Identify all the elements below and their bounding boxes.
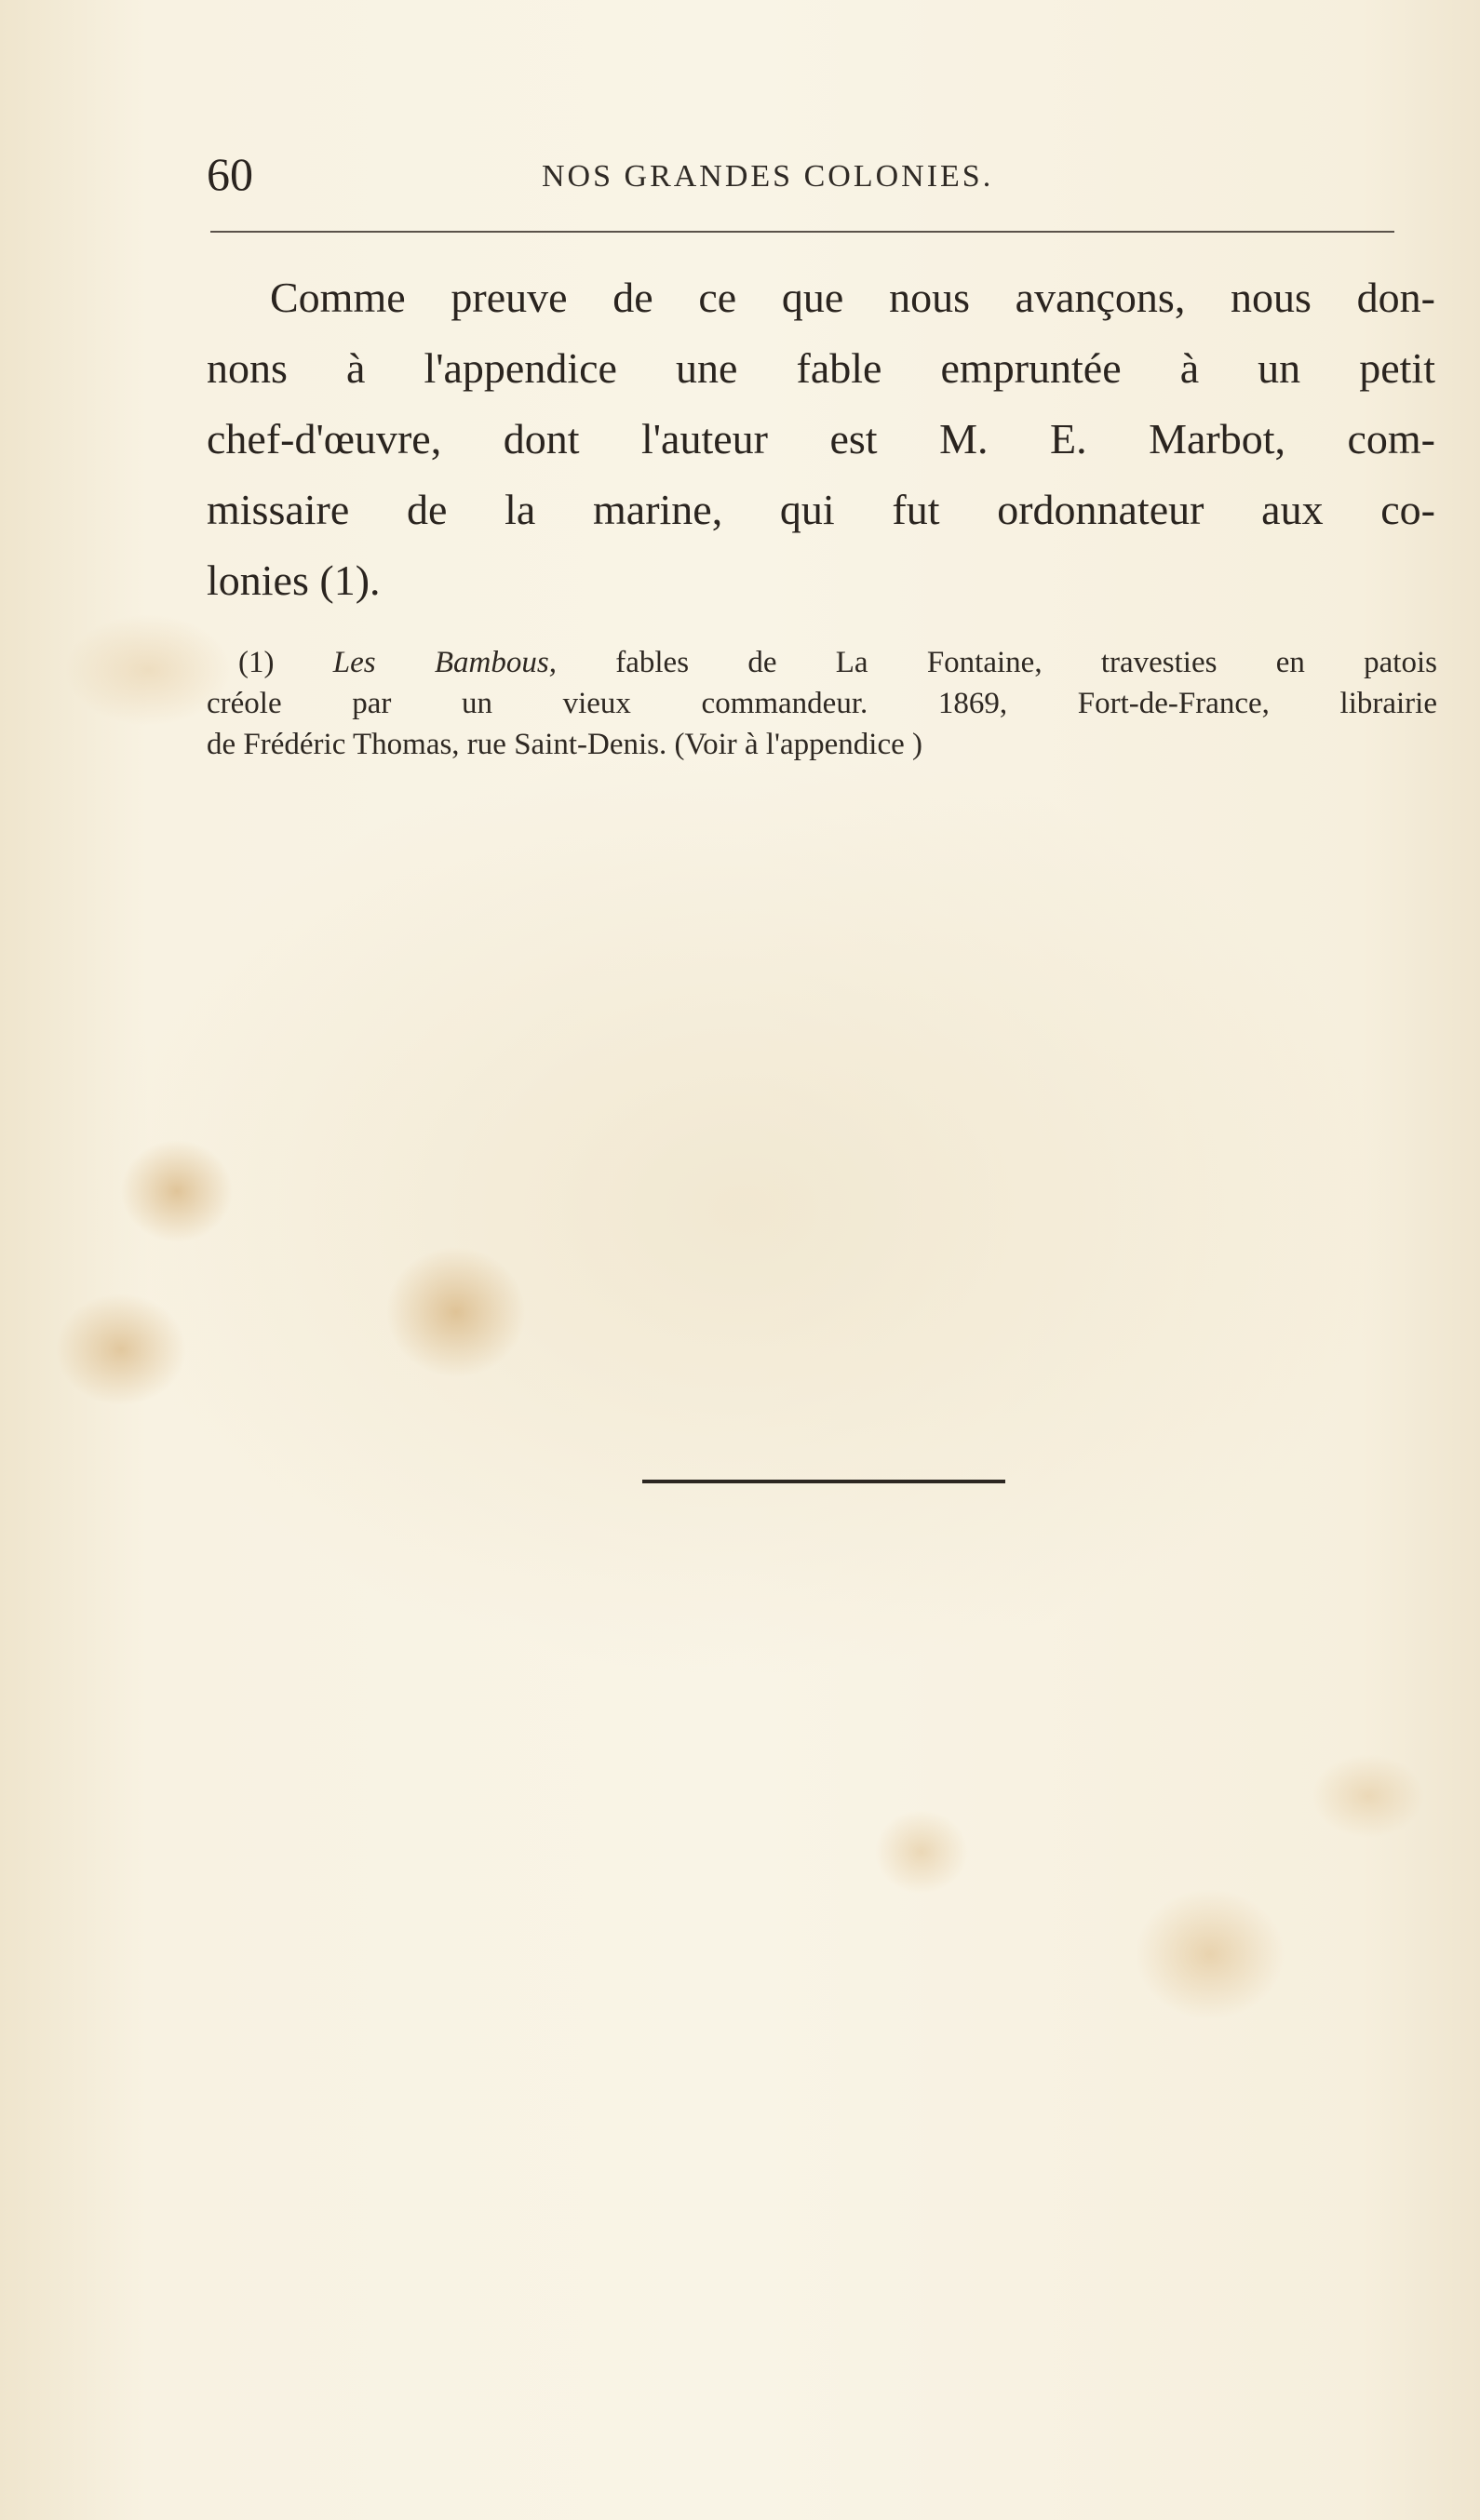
section-end-rule (642, 1480, 1005, 1483)
body-line: lonies (1). (207, 556, 381, 604)
body-line: chef-d'œuvre, dont l'auteur est M. E. Marbot, com- (207, 415, 1435, 462)
footnote-line (207, 642, 1437, 683)
footnote (207, 642, 1437, 765)
header-rule (210, 231, 1394, 233)
footnote-marker: (1) (238, 646, 275, 679)
body-paragraph (207, 262, 1435, 616)
page-number: 60 (207, 148, 253, 200)
footnote-text: fables de La Fontaine, travesties en patois (615, 646, 1437, 679)
body-line: nons à l'appendice une fable empruntée à un petit (207, 344, 1435, 392)
footnote-line: de Frédéric Thomas, rue Saint-Denis. (Voir à l'appendice ) (207, 728, 922, 761)
running-head (207, 141, 1417, 207)
footnote-line: créole par un vieux commandeur. 1869, Fort-de-France, librairie (207, 687, 1437, 720)
body-line: Comme preuve de ce que nous avançons, nous don- (270, 274, 1435, 321)
footnote-book-title: Les Bambous, (332, 646, 557, 679)
body-line: missaire de la marine, qui fut ordonnateur aux co- (207, 486, 1435, 533)
running-title: NOS GRANDES COLONIES. (542, 159, 994, 194)
